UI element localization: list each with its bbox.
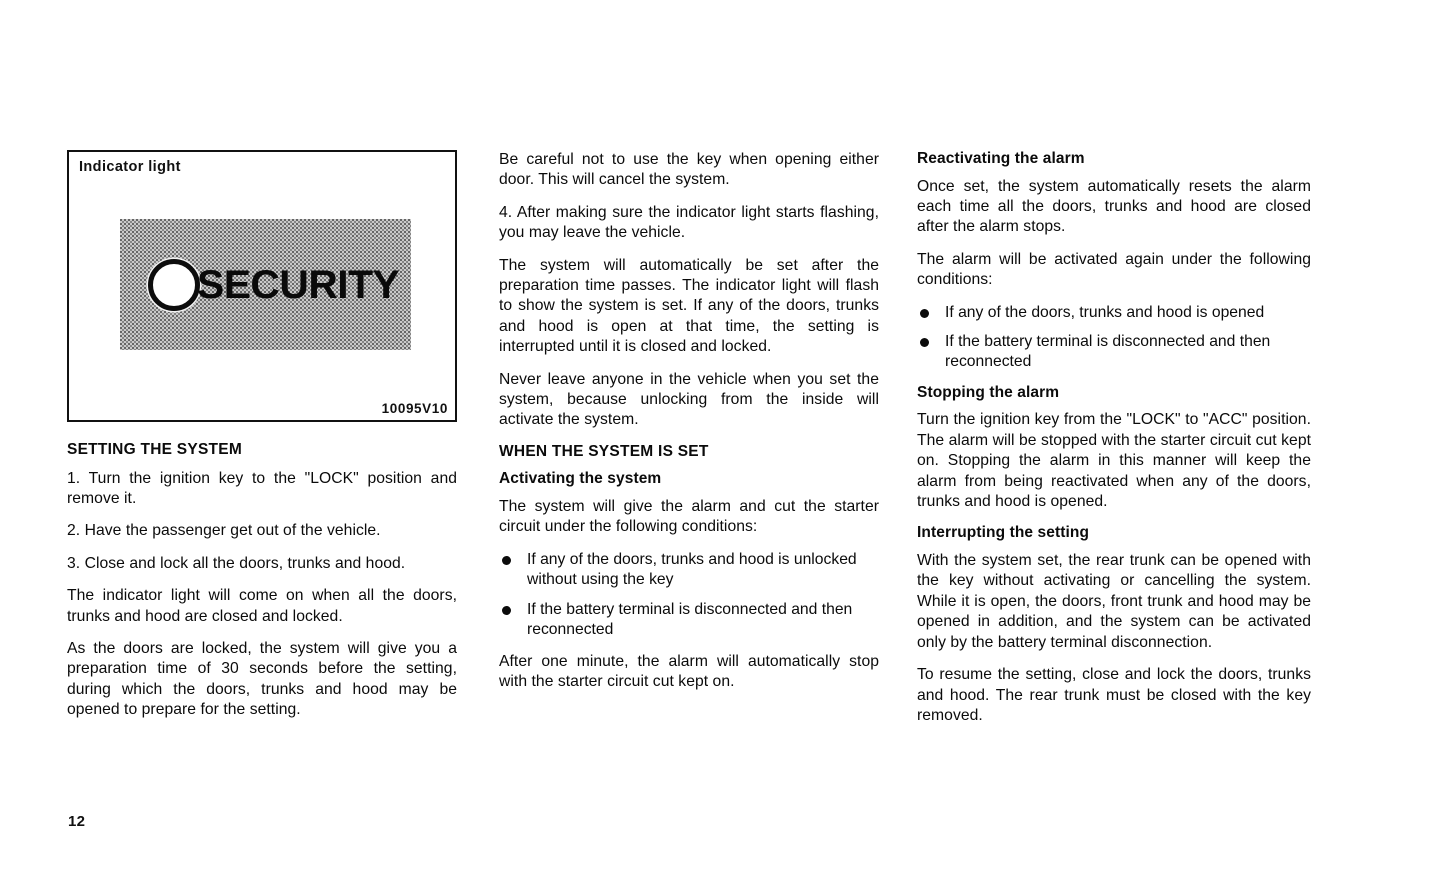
- list-item-text: If the battery terminal is disconnected and then reconnected: [527, 600, 853, 639]
- security-indicator-panel: [120, 219, 411, 350]
- step-4: 4. After making sure the indicator light starts flashing, you may leave the vehicle.: [499, 203, 879, 242]
- page-number: 12: [68, 813, 86, 830]
- list-item-text: If any of the doors, trunks and hood is opened: [945, 303, 1265, 321]
- heading-stopping-the-alarm: Stopping the alarm: [917, 383, 1060, 401]
- step-1: 1. Turn the ignition key to the "LOCK" position and remove it.: [67, 469, 457, 507]
- heading-setting-the-system: SETTING THE SYSTEM: [67, 441, 243, 458]
- bullet-dot-icon: [920, 309, 929, 318]
- list-item: [499, 600, 879, 641]
- list-item: [917, 332, 1311, 373]
- heading-interrupting-the-setting: Interrupting the setting: [917, 524, 1090, 542]
- heading-when-the-system-is-set: WHEN THE SYSTEM IS SET: [499, 442, 709, 460]
- figure-reference-code: 10095V10: [381, 401, 448, 416]
- security-ring-icon: [148, 259, 200, 311]
- column-three: [917, 150, 1311, 726]
- paragraph-resume-setting: To resume the setting, close and lock the doors, trunks and hood. The rear trunk must be closed with the key removed.: [917, 666, 1311, 724]
- paragraph-auto-set: The system will automatically be set after the preparation time passes. The indicator light will flash to show the system is set. If any of the doors, trunks and hood is open at that time, the setting is interrupted until it is closed and locked.: [499, 256, 879, 356]
- heading-activating-the-system: Activating the system: [499, 470, 662, 488]
- paragraph-key-warning: Be careful not to use the key when opening either door. This will cancel the system.: [499, 151, 879, 189]
- step-3: 3. Close and lock all the doors, trunks and hood.: [67, 554, 406, 572]
- security-indicator-label: SECURITY: [197, 262, 400, 307]
- list-item: [499, 550, 879, 591]
- paragraph-stopping-alarm: Turn the ignition key from the "LOCK" to "ACC" position. The alarm will be stopped with the starter circuit cut kept on. Stopping the alarm in this manner will keep the alarm from being reactivated when any of the doors, trunks and hood is opened.: [917, 411, 1311, 511]
- bullet-dot-icon: [502, 556, 511, 565]
- list-item-text: If the battery terminal is disconnected and then reconnected: [945, 333, 1271, 371]
- indicator-light-figure: [67, 150, 457, 422]
- heading-reactivating-the-alarm: Reactivating the alarm: [917, 150, 1085, 167]
- step-2: 2. Have the passenger get out of the vehicle.: [67, 522, 381, 540]
- paragraph-indicator-light-on: The indicator light will come on when all the doors, trunks and hood are closed and locked.: [67, 587, 457, 625]
- paragraph-interrupting-setting: With the system set, the rear trunk can be opened with the key without activating or cancelling the system. While it is open, the doors, front trunk and hood may be opened in addition, and the system can be activated only by the battery terminal disconnection.: [917, 552, 1311, 651]
- paragraph-alarm-conditions-intro: The system will give the alarm and cut the starter circuit under the following conditions:: [499, 498, 879, 536]
- paragraph-never-leave-anyone: Never leave anyone in the vehicle when you set the system, because unlocking from the inside will activate the system.: [499, 370, 879, 429]
- paragraph-auto-reset: Once set, the system automatically resets the alarm each time all the doors, trunks and hood are closed after the alarm stops.: [917, 177, 1311, 236]
- list-item: [917, 303, 1311, 323]
- column-one: [67, 150, 457, 721]
- list-item-text: If any of the doors, trunks and hood is unlocked without using the key: [527, 550, 857, 589]
- paragraph-preparation-time: As the doors are locked, the system will give you a preparation time of 30 seconds before the setting, during which the doors, trunks and hood may be opened to prepare for the setting.: [67, 640, 457, 719]
- column-two: [499, 150, 879, 692]
- reactivation-conditions-list: [917, 303, 1311, 373]
- paragraph-reactivation-intro: The alarm will be activated again under the following conditions:: [917, 250, 1311, 289]
- figure-label: Indicator light: [79, 159, 181, 175]
- paragraph-after-one-minute: After one minute, the alarm will automatically stop with the starter circuit cut kept on.: [499, 652, 879, 690]
- alarm-conditions-list: [499, 550, 879, 641]
- bullet-dot-icon: [502, 606, 511, 615]
- bullet-dot-icon: [920, 338, 929, 347]
